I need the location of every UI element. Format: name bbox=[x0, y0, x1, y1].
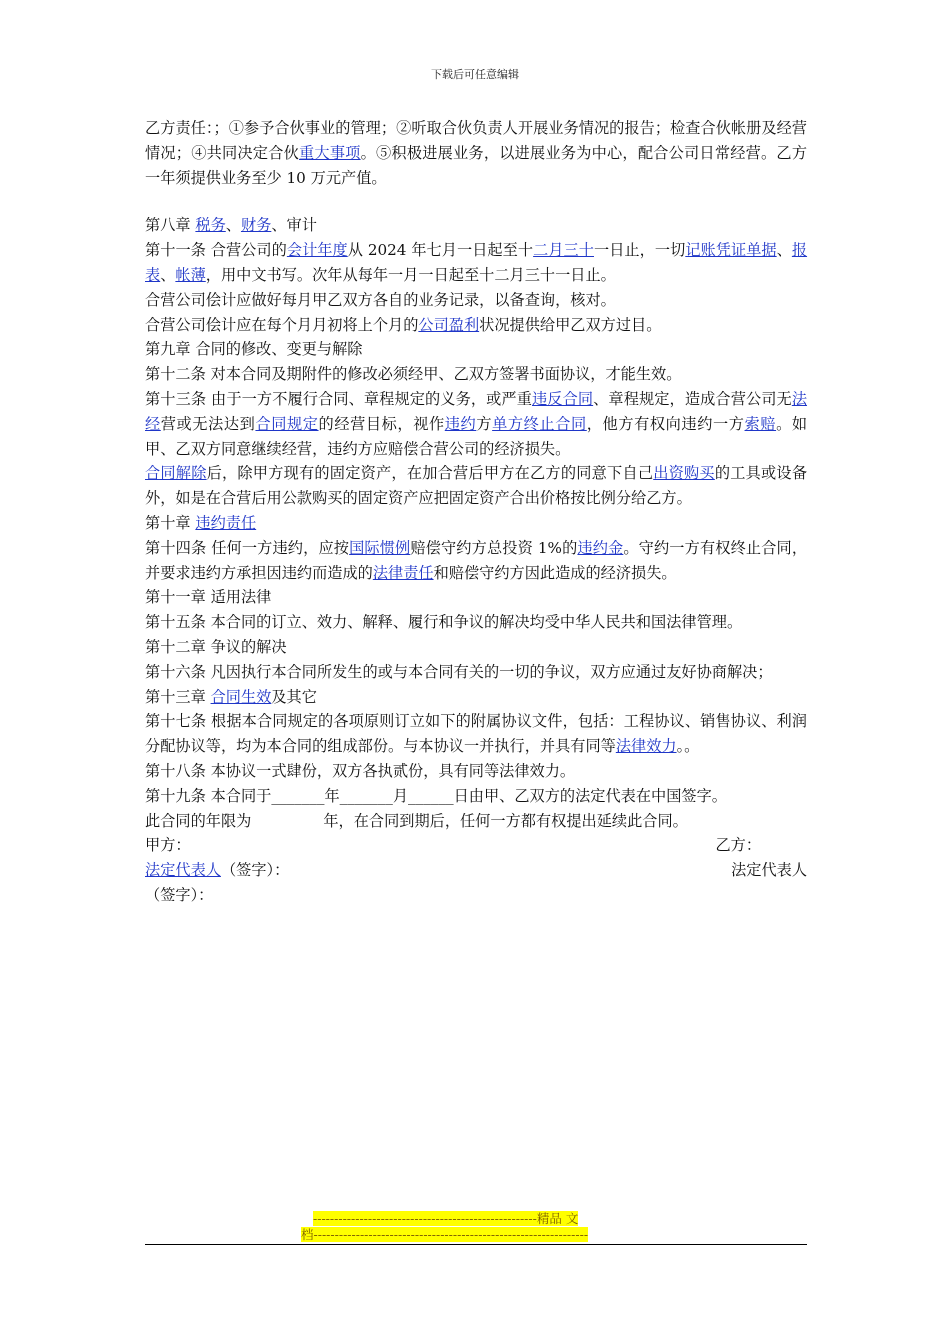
accounting-paragraph-1: 合营公司侩计应做好每月甲乙双方各自的业务记录，以备查询，核对。 bbox=[145, 290, 616, 309]
link-unilateral-termination[interactable]: 单方终止合同 bbox=[492, 414, 587, 433]
article-16: 第十六条 凡因执行本合同所发生的或与本合同有关的一切的争议，双方应通过友好协商解决； bbox=[145, 662, 773, 681]
text-span: 合营公司侩计应在每个月月初将上个月的 bbox=[145, 315, 419, 334]
link-law-operation[interactable]: 法经 bbox=[145, 389, 808, 433]
termination-paragraph bbox=[145, 461, 807, 511]
page-header: 下载后可任意编辑 bbox=[431, 68, 519, 81]
link-tax[interactable]: 税务 bbox=[195, 216, 226, 235]
link-fiscal-year[interactable]: 会计年度 bbox=[286, 241, 348, 260]
text-span: 赔偿守约方总投资 1%的 bbox=[410, 538, 578, 557]
text-span: 。。 bbox=[676, 737, 700, 756]
link-breach-contract[interactable]: 违反合同 bbox=[532, 389, 594, 408]
link-reports[interactable]: 报表 bbox=[145, 241, 808, 284]
text-span: 第十一条 合营公司的 bbox=[145, 241, 287, 260]
chapter-8-heading bbox=[145, 213, 807, 238]
text-span: 。⑤积极进展业务，以进展业务为中心，配合公司日常经营。乙方一年须提供业务至少 10 万元产值。 bbox=[145, 143, 808, 187]
link-capital-purchase[interactable]: 出资购买 bbox=[653, 464, 715, 483]
link-international-practice[interactable]: 国际惯例 bbox=[349, 538, 411, 557]
link-vouchers[interactable]: 记账凭证单据 bbox=[685, 241, 777, 260]
text-span: 的经营目标，视作 bbox=[318, 414, 445, 433]
text-span: 第八章 bbox=[145, 216, 196, 235]
text-span: 、审计 bbox=[271, 216, 317, 235]
link-contract-effective[interactable]: 合同生效 bbox=[210, 687, 272, 706]
text-span: 、章程规定，造成合营公司无 bbox=[593, 389, 792, 408]
text-span: 、 bbox=[776, 241, 792, 260]
article-11 bbox=[145, 238, 807, 288]
link-legal-liability[interactable]: 法律责任 bbox=[372, 563, 434, 582]
party-b-label: 乙方： bbox=[715, 836, 761, 855]
document-body bbox=[145, 116, 807, 908]
contract-term-paragraph bbox=[145, 809, 807, 834]
text-span: 从 2024 年七月一日起至十 bbox=[347, 241, 534, 260]
link-contract-termination[interactable]: 合同解除 bbox=[145, 464, 207, 483]
chapter-13-heading bbox=[145, 685, 807, 710]
article-15: 第十五条 本合同的订立、效力、解释、履行和争议的解决均受中华人民共和国法律管理。 bbox=[145, 613, 743, 632]
text-span: 状况提供给甲乙双方过目。 bbox=[479, 315, 662, 334]
text-span: 方 bbox=[476, 414, 493, 433]
text-span: ，他方有权向违约一方 bbox=[586, 414, 745, 433]
article-17 bbox=[145, 709, 807, 759]
link-default[interactable]: 违约 bbox=[444, 414, 477, 433]
article-12: 第十二条 对本合同及期附件的修改必须经甲、乙双方签署书面协议，才能生效。 bbox=[145, 365, 682, 384]
chapter-11-heading: 第十一章 适用法律 bbox=[145, 588, 272, 607]
link-company-profit[interactable]: 公司盈利 bbox=[418, 315, 480, 334]
link-claim[interactable]: 索赔 bbox=[744, 414, 777, 433]
footer-line-2 bbox=[301, 1227, 649, 1243]
spacer bbox=[145, 190, 807, 213]
representative-b-sign-label: （签字）： bbox=[145, 885, 214, 904]
text-span: 。守约一方有权终止合同，并要求违约方承担因违约而造成的 bbox=[145, 538, 808, 582]
text-span: 此合同的年限为 bbox=[145, 811, 252, 830]
text-span: 的工具或设备外，如是在合营后用公款购买的固定资产应把固定资产合出价格按比例分给乙方。 bbox=[145, 464, 808, 508]
link-liability-breach[interactable]: 违约责任 bbox=[195, 513, 257, 532]
party-a-label: 甲方： bbox=[145, 836, 191, 855]
text-span: 营或无法达到 bbox=[160, 414, 256, 433]
footer-text-1: -----------------------------------------------------精品 文 bbox=[313, 1211, 579, 1226]
footer-text-2: 档----------------------------------------------------------------- bbox=[301, 1227, 589, 1242]
text-span: 和赔偿守约方因此造成的经济损失。 bbox=[433, 563, 677, 582]
text-span: 后，除甲方现有的固定资产，在加合营后甲方在乙方的同意下自己 bbox=[206, 464, 654, 483]
article-18: 第十八条 本协议一式肆份，双方各执贰份，具有同等法律效力。 bbox=[145, 761, 576, 780]
article-19: 第十九条 本合同于_______年_______月______日由甲、乙双方的法定代表在中国签字。 bbox=[145, 786, 727, 805]
text-span: 、 bbox=[160, 265, 176, 284]
party-b-duties-paragraph bbox=[145, 116, 807, 190]
link-penalty[interactable]: 违约金 bbox=[577, 538, 624, 557]
representative-b: 法定代表人 bbox=[731, 861, 807, 880]
text-span: 第十七条 根据本合同规定的各项原则订立如下的附属协议文件，包括：工程协议、销售协议、利润分配协议等，均为本合同的组成部份。与本协议一并执行，并具有同等 bbox=[145, 712, 807, 756]
text-span: 第十三章 bbox=[145, 687, 211, 706]
text-span: 一日止，一切 bbox=[593, 241, 686, 260]
text-span: 第十四条 任何一方违约，应按 bbox=[145, 538, 350, 557]
signature-representatives-row bbox=[145, 858, 807, 883]
text-span: 年，在合同到期后，任何一方都有权提出延续此合同。 bbox=[323, 811, 688, 830]
link-december[interactable]: 二月三十 bbox=[533, 241, 594, 260]
link-major-matters[interactable]: 重大事项 bbox=[299, 143, 361, 162]
text-span: 第十章 bbox=[145, 513, 196, 532]
link-ledgers[interactable]: 帐薄 bbox=[175, 265, 206, 284]
text-span: 乙方责任：；①参予合伙事业的管理；②听取合伙负责人开展业务情况的报告；检查合伙帐册及经营情况；④共同决定合伙 bbox=[145, 119, 807, 162]
footer-divider bbox=[145, 1244, 807, 1245]
text-span: ，用中文书写。次年从每年一月一日起至十二月三十一日止。 bbox=[205, 265, 616, 284]
text-span: 。如甲、乙双方同意继续经营，违约方应赔偿合营公司的经济损失。 bbox=[145, 414, 808, 458]
text-span: （签字）： bbox=[220, 861, 290, 880]
link-finance[interactable]: 财务 bbox=[240, 216, 272, 235]
text-span: 及其它 bbox=[271, 687, 317, 706]
link-legal-representative[interactable]: 法定代表人 bbox=[145, 861, 221, 880]
accounting-paragraph-2 bbox=[145, 313, 807, 338]
footer-line-1 bbox=[301, 1211, 649, 1227]
watermark-footer bbox=[301, 1211, 649, 1243]
article-14 bbox=[145, 536, 807, 586]
link-legal-effect[interactable]: 法律效力 bbox=[615, 737, 677, 756]
link-contract-terms[interactable]: 合同规定 bbox=[255, 414, 319, 433]
representative-a bbox=[145, 858, 289, 883]
chapter-10-heading bbox=[145, 511, 807, 536]
text-span: 第十三条 由于一方不履行合同、章程规定的义务，或严重 bbox=[145, 389, 532, 408]
chapter-9-heading: 第九章 合同的修改、变更与解除 bbox=[145, 340, 363, 359]
chapter-12-heading: 第十二章 争议的解决 bbox=[145, 637, 287, 656]
signature-parties-row bbox=[145, 833, 807, 858]
article-13 bbox=[145, 387, 807, 461]
text-span: 、 bbox=[225, 216, 241, 235]
